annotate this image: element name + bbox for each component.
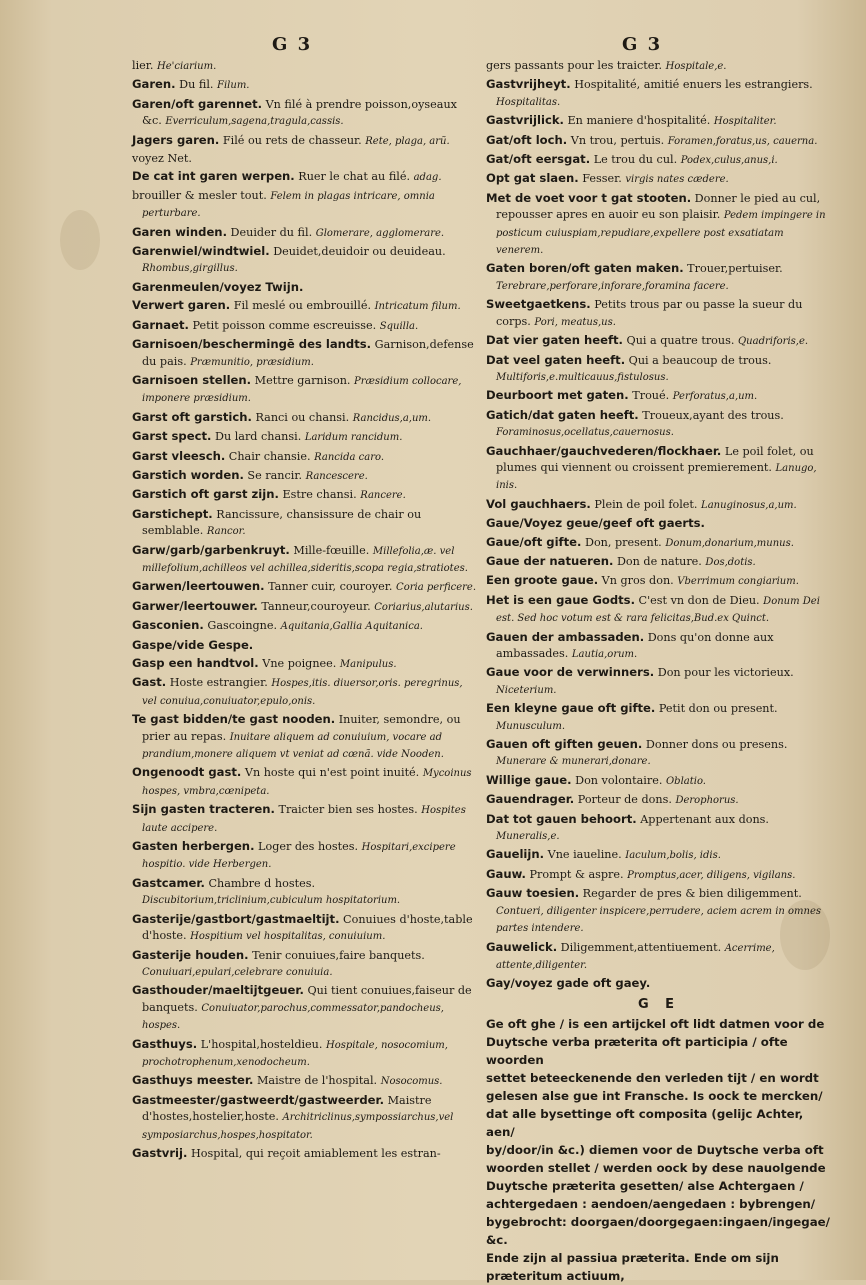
dictionary-entry <box>132 1036 478 1072</box>
latin-gloss: Dos,dotis. <box>705 556 756 568</box>
definition: Loger des hostes. <box>258 840 359 854</box>
headword: Garstich oft garst zijn. <box>132 487 279 502</box>
headword: Vol gauchhaers. <box>486 496 591 511</box>
definition: Don volontaire. <box>575 773 663 787</box>
definition: Inuiter, semondre, ou prier au repas. <box>142 713 461 743</box>
left-column-signature: G 3 <box>272 34 313 55</box>
definition: Ranci ou chansi. <box>255 410 350 424</box>
headword: Gaue voor de verwinners. <box>486 665 655 680</box>
headword: Garnisoen/beschermingē des landts. <box>132 337 372 352</box>
latin-gloss: Oblatio. <box>665 775 706 787</box>
page-header <box>0 34 866 58</box>
latin-gloss: adag. <box>413 172 442 184</box>
headword: Gauendrager. <box>486 792 575 807</box>
latin-gloss: Coriarius,alutarius. <box>374 601 473 613</box>
dictionary-entry <box>486 572 832 590</box>
dictionary-entry <box>132 297 478 315</box>
headword: Gastvrijheyt. <box>486 77 571 92</box>
dictionary-entry <box>132 151 478 167</box>
latin-gloss: Hospitaliter. <box>713 116 777 128</box>
headword: Gasthuys. <box>132 1036 198 1051</box>
definition: Regarder de pres & bien diligemment. <box>582 887 802 901</box>
definition: Fil meslé ou embrouillé. <box>233 299 372 313</box>
dictionary-entry <box>132 838 478 874</box>
latin-gloss: Donum,donarium,munus. <box>665 537 794 549</box>
headword: Gasconien. <box>132 618 204 633</box>
latin-gloss: Acerrime, attente,diligenter. <box>496 942 775 971</box>
definition: Hospitalité, amitié enuers les estrangiers. <box>574 78 813 92</box>
ge-paragraph-line: woorden stellet / werden oock by dese nauolgende <box>486 1161 826 1176</box>
headword: Gat/oft loch. <box>486 132 568 147</box>
latin-gloss: Rancere. <box>360 490 406 502</box>
definition: Traicter bien ses hostes. <box>278 803 418 817</box>
dictionary-entry <box>132 764 478 800</box>
headword: Garen. <box>132 77 176 92</box>
latin-gloss: Coria perficere. <box>396 582 477 594</box>
definition: Maistre d'hostes,hostelier,hoste. <box>142 1093 432 1124</box>
dictionary-entry <box>132 947 478 982</box>
dictionary-entry <box>132 875 478 910</box>
dictionary-entry <box>486 352 832 387</box>
dictionary-entry <box>132 1092 478 1144</box>
headword: Gasterije/gastbort/gastmaeltijt. <box>132 911 340 926</box>
dictionary-entry <box>486 296 832 331</box>
headword: Gastvrijlick. <box>486 113 564 128</box>
dictionary-entry <box>132 637 478 654</box>
definition: Plein de poil folet. <box>594 497 698 511</box>
headword: Gasthuys meester. <box>132 1073 254 1088</box>
latin-gloss: Munerare & munerari,donare. <box>496 756 651 768</box>
definition: L'hospital,hosteldieu. <box>200 1037 323 1051</box>
latin-gloss: Conuiuari,epulari,celebrare conuiuia. <box>142 966 333 978</box>
headword: Gasterije houden. <box>132 947 249 962</box>
dictionary-entry <box>132 1072 478 1090</box>
latin-gloss: Muneralis,e. <box>496 831 560 843</box>
dictionary-entry <box>486 772 832 790</box>
headword: Gauen oft giften geuen. <box>486 737 643 752</box>
definition: Mille-fœuille. <box>293 543 370 557</box>
headword: Garnisoen stellen. <box>132 372 252 387</box>
headword: Het is een gaue Godts. <box>486 592 635 607</box>
latin-gloss: Contueri, diligenter inspicere,perrudere, aciem acrem in omnes partes intendere. <box>496 905 822 935</box>
definition: Chambre d hostes. <box>208 876 315 890</box>
latin-gloss: Rancidus,a,um. <box>352 412 432 424</box>
dictionary-entry <box>486 170 832 188</box>
headword: Garst oft garstich. <box>132 409 252 424</box>
definition: Prompt & aspre. <box>529 867 624 881</box>
latin-gloss: Rhombus,girgillus. <box>142 263 238 275</box>
headword: Opt gat slaen. <box>486 171 579 186</box>
latin-gloss: Præmunitio, præsidium. <box>190 356 314 368</box>
definition: Hoste estrangier. <box>169 676 268 690</box>
latin-gloss: Lanugo, inis. <box>496 462 817 492</box>
definition: Tenir conuiues,faire banquets. <box>252 948 425 962</box>
definition: En maniere d'hospitalité. <box>567 114 711 128</box>
dictionary-entry <box>132 224 478 242</box>
headword: De cat int garen werpen. <box>132 169 295 184</box>
definition: Appertenant aux dons. <box>640 812 769 826</box>
headword: Garw/garb/garbenkruyt. <box>132 542 290 557</box>
definition: Diligemment,attentiuement. <box>560 940 722 954</box>
definition: Fesser. <box>582 172 622 186</box>
latin-gloss: Derophorus. <box>675 795 739 807</box>
definition: Vn filé à prendre poisson,oyseaux &c. <box>142 97 457 128</box>
latin-gloss: Glomerare, agglomerare. <box>315 227 445 239</box>
dictionary-entry <box>486 939 832 975</box>
definition: Troueux,ayant des trous. <box>642 408 784 422</box>
headword: Willige gaue. <box>486 772 572 787</box>
definition: Maistre de l'hospital. <box>256 1074 378 1088</box>
ge-paragraph-line: Ende zijn al passiua præterita. Ende om sijn præteritum actiuum, <box>486 1251 779 1284</box>
dictionary-entry <box>486 112 832 130</box>
headword: Garst spect. <box>132 429 212 444</box>
latin-gloss: virgis nates cædere. <box>625 174 729 186</box>
latin-gloss: Promptus,acer, diligens, vigilans. <box>627 869 796 881</box>
latin-gloss: Terebrare,perforare,inforare,foramina facere. <box>496 280 729 292</box>
headword: Dat veel gaten heeft. <box>486 352 626 367</box>
headword: Gaue der natueren. <box>486 553 614 568</box>
latin-gloss: Hospitalitas. <box>496 96 561 108</box>
headword: Garenwiel/windtwiel. <box>132 244 270 259</box>
right-column-entries <box>486 58 832 993</box>
dictionary-entry <box>486 553 832 571</box>
definition: Dons qu'on donne aux ambassades. <box>496 630 774 660</box>
latin-gloss: Multiforis,e.multicauus,fistulosus. <box>496 371 669 383</box>
dictionary-entry <box>132 801 478 837</box>
headword: Gastcamer. <box>132 875 205 890</box>
headword: Gat/oft eersgat. <box>486 152 591 167</box>
headword: Gaue/Voyez geue/geef oft gaerts. <box>486 516 705 531</box>
dictionary-entry <box>486 151 832 169</box>
definition: Donner dons ou presens. <box>645 738 788 752</box>
latin-gloss: Hospitari,excipere hospitio. vide Herbergen. <box>142 842 456 871</box>
definition: Le poil folet, ou plumes qui viennent ou croissent premierement. <box>496 444 814 474</box>
headword: Garenmeulen/voyez Twijn. <box>132 279 304 294</box>
headword: Met de voet voor t gat stooten. <box>486 190 692 205</box>
definition: Le trou du cul. <box>593 153 678 167</box>
headword: Garst vleesch. <box>132 448 226 463</box>
latin-gloss: Podex,culus,anus,i. <box>680 155 778 167</box>
dictionary-entry <box>486 496 832 514</box>
ge-paragraph-line: gelesen alse gue int Fransche. Is oock te mercken/ <box>486 1089 823 1104</box>
dictionary-entry <box>486 736 832 771</box>
dictionary-entry <box>132 279 478 296</box>
latin-gloss: Inuitare aliquem ad conuiuium, vocare ad prandium,monere aliquem vt veniat ad cœnã. vide Nooden. <box>142 731 444 761</box>
definition: Filé ou rets de chasseur. <box>222 133 362 147</box>
headword: Garen/oft garennet. <box>132 96 263 111</box>
headword: Dat vier gaten heeft. <box>486 333 623 348</box>
latin-gloss: Mycoinus hospes, vmbra,cœnipeta. <box>142 768 472 797</box>
definition: Vn hoste qui n'est point inuité. <box>244 766 420 780</box>
definition: Hospital, qui reçoit amiablement les estran- <box>190 1146 441 1160</box>
definition: Qui tient conuiues,faiseur de banquets. <box>142 984 472 1014</box>
headword: Gatich/dat gaten heeft. <box>486 407 639 422</box>
dictionary-entry <box>486 811 832 846</box>
dictionary-entry <box>132 372 478 408</box>
latin-gloss: Perforatus,a,um. <box>672 391 758 403</box>
dictionary-entry <box>486 866 832 884</box>
dictionary-entry <box>132 96 478 131</box>
latin-gloss: Rancescere. <box>305 470 368 482</box>
dictionary-entry <box>486 515 832 532</box>
headword: Gauw. <box>486 866 526 881</box>
definition: Vne iaueline. <box>547 848 622 862</box>
dictionary-entry <box>132 506 478 541</box>
latin-gloss: Foraminosus,ocellatus,cauernosus. <box>496 427 674 439</box>
latin-gloss: Iaculum,bolis, idis. <box>625 850 721 862</box>
dictionary-entry <box>486 332 832 350</box>
latin-gloss: Quadriforis,e. <box>737 336 809 348</box>
latin-gloss: Hospitale, nosocomium, prochotrophenum,xenodocheum. <box>142 1039 448 1068</box>
latin-gloss: Rancida caro. <box>314 451 384 463</box>
dictionary-entry <box>132 655 478 673</box>
latin-gloss: Rete, plaga, arũ. <box>365 135 450 147</box>
dictionary-entry <box>132 188 478 223</box>
dictionary-entry <box>486 975 832 992</box>
ge-paragraph-line: dat alle bysettinge oft composita (gelijc Achter, aen/ <box>486 1107 804 1140</box>
ge-paragraph-line: Duytsche verba præterita oft participia / ofte woorden <box>486 1035 788 1068</box>
headword: Garen winden. <box>132 224 227 239</box>
dictionary-entry <box>132 674 478 710</box>
definition: Don, present. <box>584 535 662 549</box>
headword: Ongenoodt gast. <box>132 765 242 780</box>
definition: Conuiues d'hoste,table d'hoste. <box>142 912 473 943</box>
dictionary-entry <box>132 409 478 427</box>
latin-gloss: Donum Dei est. Sed hoc votum est & rara felicitas,Bud.ex Quinct. <box>496 595 820 625</box>
definition: Du fil. <box>179 78 214 92</box>
dictionary-entry <box>486 629 832 664</box>
headword: Garstichept. <box>132 506 213 521</box>
headword: Garwer/leertouwer. <box>132 598 258 613</box>
headword: Gaten boren/oft gaten maken. <box>486 261 684 276</box>
definition: Rancissure, chansissure de chair ou semblable. <box>142 507 422 538</box>
headword: Garwen/leertouwen. <box>132 579 265 594</box>
latin-gloss: Filum. <box>217 80 250 92</box>
latin-gloss: Conuiuator,parochus,commessator,pandocheus, hospes. <box>142 1002 444 1032</box>
latin-gloss: Lanuginosus,a,um. <box>701 499 797 511</box>
dictionary-entry <box>132 168 478 186</box>
dictionary-entry <box>486 885 832 937</box>
headword: Gauw toesien. <box>486 886 580 901</box>
headword: Deurboort met gaten. <box>486 388 629 403</box>
definition: Chair chansie. <box>228 449 311 463</box>
dictionary-entry <box>132 542 478 578</box>
headword: Gastvrij. <box>132 1145 188 1160</box>
latin-gloss: Niceterium. <box>496 684 557 696</box>
definition: Gascoingne. <box>207 619 278 633</box>
dictionary-entry <box>132 317 478 335</box>
latin-gloss: Lautia,orum. <box>571 649 638 660</box>
dictionary-entry <box>132 711 478 763</box>
definition: voyez Net. <box>132 152 192 166</box>
dictionary-entry <box>486 443 832 495</box>
definition: Estre chansi. <box>282 488 357 502</box>
dictionary-entry <box>132 76 478 94</box>
dictionary-entry <box>486 592 832 628</box>
ge-paragraph-line: settet beteeckenende den verleden tijt / en wordt <box>486 1071 819 1086</box>
definition: Trouer,pertuiser. <box>687 262 783 276</box>
dictionary-entry <box>132 911 478 946</box>
latin-gloss: Nosocomus. <box>380 1076 443 1088</box>
latin-gloss: Felem in plagas intricare, omnia perturbare. <box>142 190 435 220</box>
latin-gloss: Hospitale,e. <box>665 61 727 72</box>
latin-gloss: Foramen,foratus,us, cauerna. <box>667 135 818 147</box>
definition: Tanneur,couroyeur. <box>261 599 371 613</box>
headword: Een kleyne gaue oft gifte. <box>486 701 656 716</box>
latin-gloss: Architriclinus,sympossiarchus,vel symposiarchus,hospes,hospitator. <box>142 1112 454 1141</box>
headword: Gastmeester/gastweerdt/gastweerder. <box>132 1092 384 1107</box>
dictionary-entry <box>486 664 832 699</box>
latin-gloss: Hospites laute accipere. <box>142 805 466 834</box>
latin-gloss: Discubitorium,triclinium,cubiculum hospitatorium. <box>142 895 401 907</box>
definition: Petit poisson comme escreuisse. <box>192 318 377 332</box>
headword: Gasthouder/maeltijtgeuer. <box>132 983 304 998</box>
definition: Qui a quatre trous. <box>626 334 735 348</box>
dictionary-entry <box>486 190 832 260</box>
headword: Gauchhaer/gauchvederen/flockhaer. <box>486 443 722 458</box>
latin-gloss: Laridum rancidum. <box>304 432 403 444</box>
dictionary-entry <box>132 428 478 446</box>
headword: Gasten herbergen. <box>132 839 255 854</box>
dictionary-entry <box>132 58 478 75</box>
definition: Ruer le chat au filé. <box>298 170 411 184</box>
dictionary-entry <box>486 132 832 150</box>
headword: Gasp een handtvol. <box>132 656 259 670</box>
dictionary-entry <box>486 700 832 735</box>
dictionary-entry <box>132 467 478 485</box>
latin-gloss: Præsidium collocare, imponere præsidium. <box>142 375 462 405</box>
headword: Gaue/oft gifte. <box>486 534 582 549</box>
latin-gloss: Munusculum. <box>496 720 566 732</box>
dictionary-entry <box>486 534 832 552</box>
dictionary-entry <box>132 486 478 504</box>
dictionary-entry <box>132 448 478 466</box>
dictionary-entry <box>132 243 478 278</box>
latin-gloss: Manipulus. <box>339 659 397 670</box>
definition: Vn trou, pertuis. <box>570 133 665 147</box>
definition: Deuidet,deuidoir ou deuideau. <box>273 245 446 259</box>
headword: Verwert garen. <box>132 298 231 313</box>
definition: Vne poignee. <box>262 657 337 670</box>
dictionary-entry <box>132 1145 478 1162</box>
dictionary-entry <box>486 58 832 75</box>
dictionary-entry <box>486 387 832 405</box>
latin-gloss: Rancor. <box>206 526 246 538</box>
headword: Garstich worden. <box>132 467 244 482</box>
definition: Petits trous par ou passe la sueur du corps. <box>496 298 803 328</box>
definition: Donner le pied au cul, repousser apres en auoir eu son plaisir. <box>496 191 821 222</box>
dictionary-entry <box>132 336 478 371</box>
dictionary-entry <box>132 578 478 596</box>
headword: Gauwelick. <box>486 939 558 954</box>
ge-paragraph <box>486 1015 832 1285</box>
headword: Gast. <box>132 675 167 690</box>
definition: brouiller & mesler tout. <box>132 188 267 202</box>
latin-gloss: Pedem impingere in posticum cuiuspiam,repudiare,expellere post exsatiatam venerem. <box>496 210 826 257</box>
right-column-signature: G 3 <box>622 34 663 55</box>
definition: Se rancir. <box>247 468 303 482</box>
headword: Dat tot gauen behoort. <box>486 811 637 826</box>
headword: Gauelijn. <box>486 847 545 862</box>
headword: Sijn gasten tracteren. <box>132 802 275 817</box>
latin-gloss: Pori, meatus,us. <box>534 316 616 328</box>
ge-paragraph-line: Duytsche præterita gesetten/ alse Achtergaen / achtergedaen : aendoen/aengedaen : bybrengen/ bygebrocht: doorgaen/doorgegaen:ingaen/ingegae/ &c. <box>486 1179 830 1248</box>
latin-gloss: Millefolia,æ. vel millefolium,achilleos vel achillea,sideritis,scopa regia,stratiotes. <box>142 545 468 574</box>
dictionary-entry <box>486 791 832 809</box>
headword: Gaspe/vide Gespe. <box>132 637 254 652</box>
definition: Du lard chansi. <box>214 430 302 444</box>
latin-gloss: Hospitium vel hospitalitas, conuiuium. <box>190 931 386 943</box>
headword: Te gast bidden/te gast nooden. <box>132 712 336 727</box>
definition: gers passants pour les traicter. <box>486 59 663 72</box>
dictionary-entry <box>132 132 478 150</box>
headword: Garnaet. <box>132 317 189 332</box>
dictionary-entry <box>486 76 832 111</box>
headword: Een groote gaue. <box>486 573 599 588</box>
latin-gloss: Hospes,itis. diuersor,oris. peregrinus, vel conuiua,conuiuator,epulo,onis. <box>142 678 463 707</box>
paper-stain <box>60 210 100 270</box>
headword: Sweetgaetkens. <box>486 297 591 312</box>
dictionary-entry <box>132 982 478 1034</box>
section-letter-heading: G E <box>637 996 681 1012</box>
definition: Don pour les victorieux. <box>657 666 794 680</box>
definition: Tanner cuir, couroyer. <box>268 580 393 594</box>
latin-gloss: Intricatum filum. <box>374 301 461 313</box>
definition: Vn gros don. <box>601 574 674 588</box>
dictionary-entry <box>486 407 832 442</box>
definition: Garnison,defense du pais. <box>142 338 474 368</box>
definition: Qui a beaucoup de trous. <box>628 353 772 367</box>
latin-gloss: Vberrimum congiarium. <box>677 576 799 588</box>
definition: Deuider du fil. <box>230 225 313 239</box>
dictionary-entry <box>486 846 832 864</box>
right-column <box>486 58 832 1284</box>
dictionary-entry <box>132 617 478 635</box>
headword: Jagers garen. <box>132 132 220 147</box>
latin-gloss: He'ciarium. <box>157 61 217 72</box>
definition: lier. <box>132 59 154 72</box>
definition: Troué. <box>632 389 670 403</box>
definition: Don de nature. <box>616 554 702 568</box>
definition: Petit don ou present. <box>658 702 778 716</box>
left-column <box>132 58 478 1228</box>
dictionary-entry <box>132 598 478 616</box>
headword: Gay/voyez gade oft gaey. <box>486 976 651 991</box>
latin-gloss: Aquitania,Gallia Aquitanica. <box>280 621 423 633</box>
headword: Gauen der ambassaden. <box>486 629 645 644</box>
dictionary-entry <box>486 260 832 295</box>
definition: C'est vn don de Dieu. <box>638 593 760 607</box>
definition: Porteur de dons. <box>577 793 672 807</box>
definition: Mettre garnison. <box>254 373 351 387</box>
ge-paragraph-line: by/door/in &c.) diemen voor de Duytsche verba oft <box>486 1143 824 1158</box>
ge-paragraph-line: Ge oft ghe / is een artijckel oft lidt datmen voor de <box>486 1017 825 1032</box>
latin-gloss: Squilla. <box>379 320 419 332</box>
latin-gloss: Everriculum,sagena,tragula,cassis. <box>165 116 344 128</box>
